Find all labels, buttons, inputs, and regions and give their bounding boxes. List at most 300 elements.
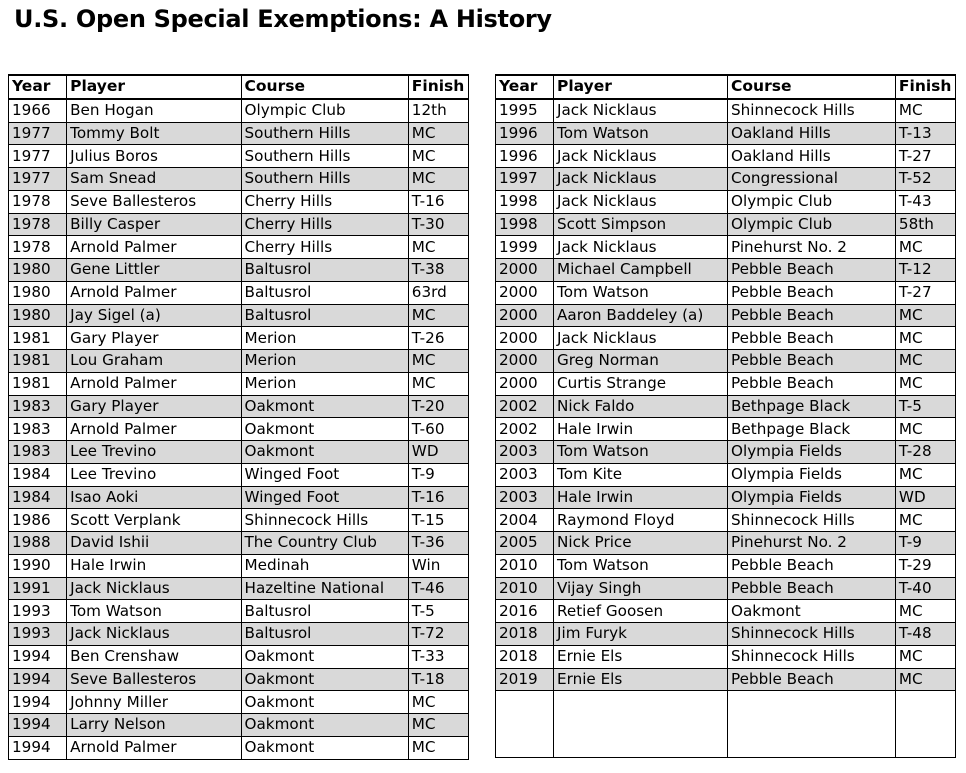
- cell-year: 2000: [496, 259, 554, 282]
- cell-year: 1993: [9, 623, 67, 646]
- cell-finish: T-18: [408, 668, 468, 691]
- cell-year: 2018: [496, 645, 554, 668]
- cell-finish: 58th: [895, 213, 955, 236]
- header-year: Year: [9, 75, 67, 99]
- cell-year: 1986: [9, 509, 67, 532]
- table-row: [496, 327, 956, 350]
- cell-finish: MC: [408, 350, 468, 373]
- cell-player: Seve Ballesteros: [67, 668, 241, 691]
- cell-course: The Country Club: [241, 532, 408, 555]
- cell-player: Billy Casper: [67, 213, 241, 236]
- cell-year: 2004: [496, 509, 554, 532]
- cell-course: Medinah: [241, 554, 408, 577]
- cell-course: Baltusrol: [241, 259, 408, 282]
- cell-finish: MC: [895, 418, 955, 441]
- cell-course: Southern Hills: [241, 145, 408, 168]
- table-row: [9, 736, 469, 759]
- cell-finish: MC: [895, 509, 955, 532]
- table-row: [9, 441, 469, 464]
- cell-course: Pebble Beach: [728, 668, 896, 691]
- cell-year: 1994: [9, 736, 67, 759]
- cell-finish: T-5: [895, 395, 955, 418]
- cell-year: 2005: [496, 532, 554, 555]
- cell-player: Lou Graham: [67, 350, 241, 373]
- cell-finish: MC: [895, 668, 955, 691]
- cell-course: Bethpage Black: [728, 395, 896, 418]
- cell-player: Tom Watson: [554, 281, 728, 304]
- empty-row: [496, 713, 956, 735]
- cell-player: Jay Sigel (a): [67, 304, 241, 327]
- cell-year: 2003: [496, 486, 554, 509]
- cell-year: 1997: [496, 168, 554, 191]
- header-course: Course: [728, 75, 896, 99]
- table-row: [496, 577, 956, 600]
- table-row: [9, 122, 469, 145]
- cell-course: Pebble Beach: [728, 281, 896, 304]
- cell-course: Oakmont: [241, 668, 408, 691]
- table-row: [9, 691, 469, 714]
- cell-player: Ben Crenshaw: [67, 645, 241, 668]
- cell-year: 2002: [496, 418, 554, 441]
- cell-course: Baltusrol: [241, 281, 408, 304]
- cell-course: Bethpage Black: [728, 418, 896, 441]
- exemptions-table-right: [495, 74, 956, 758]
- table-row: [496, 236, 956, 259]
- cell-finish: T-52: [895, 168, 955, 191]
- cell-player: Ernie Els: [554, 645, 728, 668]
- table-row: [496, 99, 956, 122]
- table-row: [496, 190, 956, 213]
- empty-cell: [496, 691, 554, 713]
- table-row: [9, 168, 469, 191]
- cell-finish: T-12: [895, 259, 955, 282]
- cell-course: Oakland Hills: [728, 122, 896, 145]
- cell-year: 2010: [496, 577, 554, 600]
- table-row: [9, 372, 469, 395]
- cell-course: Oakland Hills: [728, 145, 896, 168]
- cell-year: 1983: [9, 418, 67, 441]
- cell-course: Oakmont: [241, 395, 408, 418]
- cell-finish: T-38: [408, 259, 468, 282]
- table-row: [9, 145, 469, 168]
- cell-course: Oakmont: [241, 714, 408, 737]
- cell-course: Merion: [241, 350, 408, 373]
- cell-course: Congressional: [728, 168, 896, 191]
- cell-year: 1977: [9, 145, 67, 168]
- cell-finish: MC: [895, 327, 955, 350]
- empty-cell: [496, 713, 554, 735]
- cell-course: Oakmont: [241, 418, 408, 441]
- cell-player: Jack Nicklaus: [554, 236, 728, 259]
- cell-finish: 12th: [408, 99, 468, 122]
- cell-year: 2000: [496, 304, 554, 327]
- cell-player: Jack Nicklaus: [554, 168, 728, 191]
- table-row: [9, 236, 469, 259]
- cell-year: 1981: [9, 372, 67, 395]
- cell-year: 1995: [496, 99, 554, 122]
- empty-row: [496, 691, 956, 713]
- table-row: [496, 600, 956, 623]
- cell-finish: MC: [895, 304, 955, 327]
- cell-finish: T-30: [408, 213, 468, 236]
- table-row: [496, 304, 956, 327]
- cell-finish: MC: [895, 236, 955, 259]
- cell-year: 1966: [9, 99, 67, 122]
- cell-year: 1991: [9, 577, 67, 600]
- cell-course: Cherry Hills: [241, 190, 408, 213]
- cell-year: 1981: [9, 327, 67, 350]
- cell-course: Cherry Hills: [241, 213, 408, 236]
- cell-finish: T-33: [408, 645, 468, 668]
- cell-year: 1978: [9, 236, 67, 259]
- empty-cell: [496, 735, 554, 757]
- header-row: [9, 75, 469, 99]
- cell-finish: MC: [408, 736, 468, 759]
- cell-year: 2000: [496, 281, 554, 304]
- cell-player: Tom Watson: [67, 600, 241, 623]
- empty-cell: [728, 713, 896, 735]
- table-row: [496, 441, 956, 464]
- cell-year: 1994: [9, 645, 67, 668]
- table-row: [9, 554, 469, 577]
- empty-cell: [554, 735, 728, 757]
- cell-player: Ben Hogan: [67, 99, 241, 122]
- table-row: [496, 372, 956, 395]
- cell-course: Shinnecock Hills: [728, 623, 896, 646]
- cell-player: Jack Nicklaus: [67, 577, 241, 600]
- cell-finish: T-29: [895, 554, 955, 577]
- empty-cell: [895, 713, 955, 735]
- cell-player: Arnold Palmer: [67, 736, 241, 759]
- cell-finish: T-60: [408, 418, 468, 441]
- cell-year: 1984: [9, 486, 67, 509]
- cell-year: 1994: [9, 714, 67, 737]
- cell-year: 1999: [496, 236, 554, 259]
- table-row: [9, 350, 469, 373]
- cell-year: 2000: [496, 372, 554, 395]
- cell-finish: T-26: [408, 327, 468, 350]
- header-player: Player: [67, 75, 241, 99]
- cell-course: Winged Foot: [241, 463, 408, 486]
- cell-player: Scott Simpson: [554, 213, 728, 236]
- cell-course: Olympia Fields: [728, 463, 896, 486]
- table-row: [496, 509, 956, 532]
- cell-course: Olympia Fields: [728, 441, 896, 464]
- cell-finish: T-9: [408, 463, 468, 486]
- cell-year: 1990: [9, 554, 67, 577]
- cell-finish: MC: [408, 714, 468, 737]
- cell-course: Pebble Beach: [728, 327, 896, 350]
- table-row: [496, 122, 956, 145]
- cell-year: 1978: [9, 190, 67, 213]
- table-row: [9, 509, 469, 532]
- cell-course: Pebble Beach: [728, 259, 896, 282]
- cell-finish: 63rd: [408, 281, 468, 304]
- table-row: [496, 259, 956, 282]
- cell-course: Oakmont: [241, 645, 408, 668]
- cell-player: Arnold Palmer: [67, 236, 241, 259]
- cell-finish: T-36: [408, 532, 468, 555]
- cell-player: Hale Irwin: [554, 486, 728, 509]
- table-row: [9, 259, 469, 282]
- cell-player: Johnny Miller: [67, 691, 241, 714]
- cell-year: 1993: [9, 600, 67, 623]
- cell-player: Larry Nelson: [67, 714, 241, 737]
- table-row: [496, 395, 956, 418]
- cell-finish: MC: [895, 600, 955, 623]
- cell-finish: MC: [408, 236, 468, 259]
- cell-player: Hale Irwin: [67, 554, 241, 577]
- cell-finish: T-40: [895, 577, 955, 600]
- table-row: [9, 668, 469, 691]
- cell-year: 1978: [9, 213, 67, 236]
- cell-player: Jack Nicklaus: [554, 190, 728, 213]
- cell-year: 2010: [496, 554, 554, 577]
- table-row: [9, 418, 469, 441]
- table-row: [496, 486, 956, 509]
- cell-finish: MC: [408, 372, 468, 395]
- cell-player: Seve Ballesteros: [67, 190, 241, 213]
- cell-player: Jack Nicklaus: [554, 145, 728, 168]
- empty-cell: [895, 735, 955, 757]
- cell-player: Tom Watson: [554, 554, 728, 577]
- header-year: Year: [496, 75, 554, 99]
- cell-player: Retief Goosen: [554, 600, 728, 623]
- cell-finish: T-13: [895, 122, 955, 145]
- cell-finish: T-5: [408, 600, 468, 623]
- table-row: [9, 623, 469, 646]
- cell-year: 2003: [496, 463, 554, 486]
- cell-finish: MC: [895, 99, 955, 122]
- cell-player: Gary Player: [67, 327, 241, 350]
- cell-course: Oakmont: [728, 600, 896, 623]
- cell-player: Tom Kite: [554, 463, 728, 486]
- cell-course: Olympic Club: [728, 213, 896, 236]
- cell-course: Pebble Beach: [728, 304, 896, 327]
- cell-year: 1980: [9, 304, 67, 327]
- cell-finish: MC: [408, 122, 468, 145]
- cell-year: 1998: [496, 213, 554, 236]
- cell-course: Olympia Fields: [728, 486, 896, 509]
- cell-course: Oakmont: [241, 736, 408, 759]
- table-row: [496, 145, 956, 168]
- table-row: [496, 213, 956, 236]
- cell-player: Sam Snead: [67, 168, 241, 191]
- cell-finish: T-16: [408, 486, 468, 509]
- cell-player: David Ishii: [67, 532, 241, 555]
- table-row: [496, 554, 956, 577]
- header-finish: Finish: [408, 75, 468, 99]
- cell-year: 2016: [496, 600, 554, 623]
- cell-player: Tom Watson: [554, 441, 728, 464]
- cell-finish: T-27: [895, 145, 955, 168]
- table-row: [496, 645, 956, 668]
- cell-course: Pebble Beach: [728, 372, 896, 395]
- cell-player: Hale Irwin: [554, 418, 728, 441]
- cell-year: 1998: [496, 190, 554, 213]
- cell-course: Olympic Club: [241, 99, 408, 122]
- cell-course: Cherry Hills: [241, 236, 408, 259]
- cell-finish: MC: [895, 372, 955, 395]
- cell-course: Olympic Club: [728, 190, 896, 213]
- cell-course: Winged Foot: [241, 486, 408, 509]
- cell-year: 1980: [9, 259, 67, 282]
- cell-player: Aaron Baddeley (a): [554, 304, 728, 327]
- cell-course: Baltusrol: [241, 600, 408, 623]
- table-row: [9, 714, 469, 737]
- table-row: [9, 600, 469, 623]
- table-row: [9, 463, 469, 486]
- cell-year: 1994: [9, 668, 67, 691]
- table-row: [496, 532, 956, 555]
- table-row: [496, 463, 956, 486]
- table-row: [9, 577, 469, 600]
- empty-cell: [728, 691, 896, 713]
- cell-course: Southern Hills: [241, 122, 408, 145]
- cell-course: Shinnecock Hills: [241, 509, 408, 532]
- cell-finish: T-46: [408, 577, 468, 600]
- cell-finish: T-20: [408, 395, 468, 418]
- cell-finish: T-16: [408, 190, 468, 213]
- cell-player: Greg Norman: [554, 350, 728, 373]
- cell-player: Curtis Strange: [554, 372, 728, 395]
- cell-year: 1996: [496, 122, 554, 145]
- cell-finish: T-27: [895, 281, 955, 304]
- page-title: U.S. Open Special Exemptions: A History: [14, 5, 552, 33]
- cell-player: Jack Nicklaus: [67, 623, 241, 646]
- cell-player: Nick Faldo: [554, 395, 728, 418]
- cell-finish: MC: [895, 463, 955, 486]
- cell-year: 1984: [9, 463, 67, 486]
- cell-year: 2003: [496, 441, 554, 464]
- header-player: Player: [554, 75, 728, 99]
- cell-year: 1980: [9, 281, 67, 304]
- cell-course: Oakmont: [241, 441, 408, 464]
- table-row: [496, 623, 956, 646]
- table-row: [9, 486, 469, 509]
- cell-course: Pinehurst No. 2: [728, 236, 896, 259]
- cell-year: 1981: [9, 350, 67, 373]
- cell-course: Hazeltine National: [241, 577, 408, 600]
- exemptions-table-left: [8, 74, 469, 760]
- cell-year: 2000: [496, 327, 554, 350]
- cell-finish: MC: [408, 145, 468, 168]
- cell-course: Shinnecock Hills: [728, 99, 896, 122]
- cell-year: 1994: [9, 691, 67, 714]
- cell-finish: MC: [408, 304, 468, 327]
- cell-player: Arnold Palmer: [67, 281, 241, 304]
- table-row: [9, 645, 469, 668]
- cell-course: Pinehurst No. 2: [728, 532, 896, 555]
- cell-player: Jack Nicklaus: [554, 99, 728, 122]
- cell-player: Raymond Floyd: [554, 509, 728, 532]
- table-row: [9, 99, 469, 122]
- cell-course: Shinnecock Hills: [728, 509, 896, 532]
- cell-year: 1996: [496, 145, 554, 168]
- cell-finish: T-48: [895, 623, 955, 646]
- table-row: [9, 304, 469, 327]
- cell-player: Arnold Palmer: [67, 372, 241, 395]
- table-row: [9, 190, 469, 213]
- cell-year: 2000: [496, 350, 554, 373]
- cell-player: Tommy Bolt: [67, 122, 241, 145]
- cell-player: Michael Campbell: [554, 259, 728, 282]
- cell-year: 1983: [9, 441, 67, 464]
- table-row: [496, 168, 956, 191]
- table-row: [496, 668, 956, 691]
- cell-player: Tom Watson: [554, 122, 728, 145]
- cell-course: Pebble Beach: [728, 350, 896, 373]
- empty-row: [496, 735, 956, 757]
- table-row: [9, 281, 469, 304]
- cell-finish: Win: [408, 554, 468, 577]
- cell-player: Vijay Singh: [554, 577, 728, 600]
- cell-finish: WD: [408, 441, 468, 464]
- cell-finish: T-15: [408, 509, 468, 532]
- header-row: [496, 75, 956, 99]
- cell-finish: T-28: [895, 441, 955, 464]
- table-row: [9, 327, 469, 350]
- cell-finish: MC: [895, 645, 955, 668]
- cell-player: Arnold Palmer: [67, 418, 241, 441]
- table-row: [496, 350, 956, 373]
- cell-course: Pebble Beach: [728, 577, 896, 600]
- cell-player: Ernie Els: [554, 668, 728, 691]
- cell-year: 1977: [9, 168, 67, 191]
- table-row: [496, 281, 956, 304]
- cell-year: 1988: [9, 532, 67, 555]
- cell-player: Lee Trevino: [67, 441, 241, 464]
- table-row: [9, 395, 469, 418]
- header-finish: Finish: [895, 75, 955, 99]
- cell-player: Lee Trevino: [67, 463, 241, 486]
- cell-year: 2019: [496, 668, 554, 691]
- cell-course: Baltusrol: [241, 304, 408, 327]
- cell-player: Gene Littler: [67, 259, 241, 282]
- cell-finish: T-43: [895, 190, 955, 213]
- cell-year: 2002: [496, 395, 554, 418]
- cell-finish: WD: [895, 486, 955, 509]
- table-row: [9, 532, 469, 555]
- empty-cell: [554, 691, 728, 713]
- cell-course: Southern Hills: [241, 168, 408, 191]
- cell-course: Pebble Beach: [728, 554, 896, 577]
- cell-finish: T-72: [408, 623, 468, 646]
- cell-course: Merion: [241, 372, 408, 395]
- table-row: [496, 418, 956, 441]
- empty-cell: [728, 735, 896, 757]
- cell-course: Baltusrol: [241, 623, 408, 646]
- cell-player: Jack Nicklaus: [554, 327, 728, 350]
- cell-year: 1977: [9, 122, 67, 145]
- table-row: [9, 213, 469, 236]
- cell-player: Gary Player: [67, 395, 241, 418]
- cell-finish: MC: [408, 168, 468, 191]
- cell-player: Nick Price: [554, 532, 728, 555]
- cell-year: 1983: [9, 395, 67, 418]
- empty-cell: [895, 691, 955, 713]
- cell-finish: MC: [895, 350, 955, 373]
- cell-course: Shinnecock Hills: [728, 645, 896, 668]
- cell-player: Julius Boros: [67, 145, 241, 168]
- cell-finish: MC: [408, 691, 468, 714]
- header-course: Course: [241, 75, 408, 99]
- cell-finish: T-9: [895, 532, 955, 555]
- cell-player: Scott Verplank: [67, 509, 241, 532]
- cell-course: Oakmont: [241, 691, 408, 714]
- cell-player: Jim Furyk: [554, 623, 728, 646]
- cell-year: 2018: [496, 623, 554, 646]
